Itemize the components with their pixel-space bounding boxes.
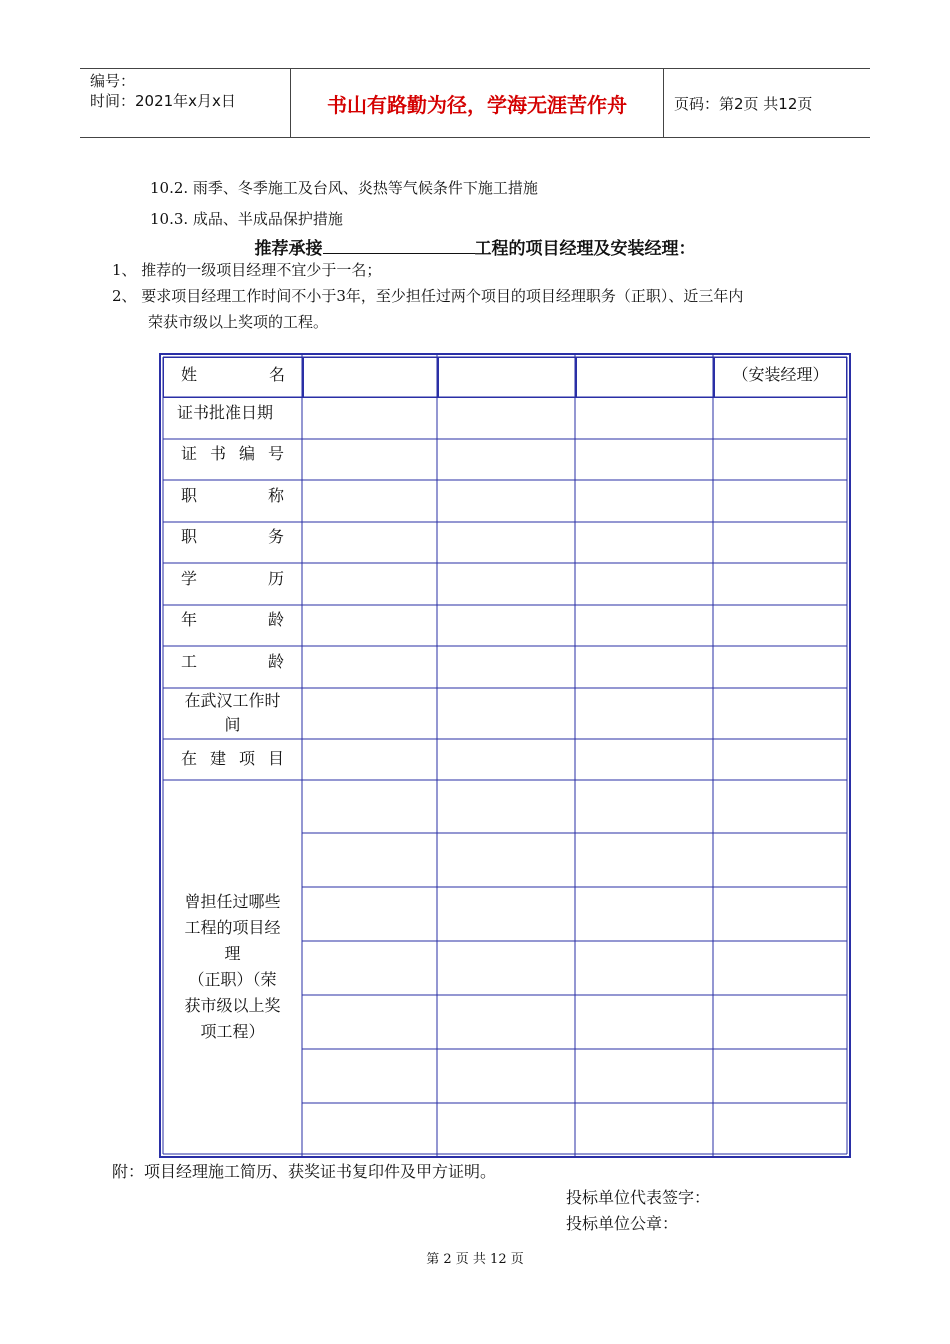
attachment-note: 附：项目经理施工简历、获奖证书复印件及甲方证明。 bbox=[112, 1162, 497, 1181]
section-title bbox=[0, 234, 950, 259]
requirement-2-cont: 荣获市级以上奖项的工程。 bbox=[148, 313, 329, 331]
label-name: 姓 名 bbox=[181, 365, 285, 384]
title-suffix: 工程的项目经理及安装经理： bbox=[474, 239, 696, 259]
header-page-info: 页码：第2页 共12页 bbox=[674, 94, 813, 113]
label-cert-no: 证 书 编 号 bbox=[181, 444, 284, 463]
label-current-project: 在 建 项 目 bbox=[181, 749, 284, 768]
page-header bbox=[80, 68, 870, 138]
seal-label: 投标单位公章： bbox=[566, 1214, 679, 1233]
label-past-projects: 曾担任过哪些 工程的项目经 理 （正职）（荣 获市级以上奖 项工程） bbox=[184, 892, 281, 1041]
number-label: 编号： bbox=[90, 72, 136, 90]
label-work-years: 工 龄 bbox=[181, 652, 284, 671]
install-manager-label: （安装经理） bbox=[732, 365, 829, 384]
requirement-1: 1、 推荐的一级项目经理不宜少于一名； bbox=[112, 261, 382, 279]
item-10-2: 10.2. 雨季、冬季施工及台风、炎热等气候条件下施工措施 bbox=[150, 179, 538, 197]
label-education: 学 历 bbox=[181, 569, 284, 588]
header-motto: 书山有路勤为径，学海无涯苦作舟 bbox=[291, 69, 664, 137]
label-wuhan-time: 在武汉工作时 间 bbox=[184, 691, 281, 734]
label-duty: 职 务 bbox=[181, 527, 284, 546]
label-title: 职 称 bbox=[181, 486, 284, 505]
title-prefix: 推荐承接 bbox=[254, 239, 323, 259]
rep-signature-label: 投标单位代表签字： bbox=[566, 1188, 711, 1207]
date-label: 时间：2021年x月x日 bbox=[90, 92, 236, 110]
page-footer: 第 2 页 共 12 页 bbox=[426, 1252, 524, 1267]
item-10-3: 10.3. 成品、半成品保护措施 bbox=[150, 210, 343, 228]
label-cert-date: 证书批准日期 bbox=[177, 403, 274, 422]
label-age: 年 龄 bbox=[181, 610, 284, 629]
requirement-2: 2、 要求项目经理工作时间不小于3年，至少担任过两个项目的项目经理职务（正职）、近三年内 bbox=[112, 287, 744, 305]
project-name-blank bbox=[323, 237, 475, 254]
header-left bbox=[80, 69, 291, 137]
